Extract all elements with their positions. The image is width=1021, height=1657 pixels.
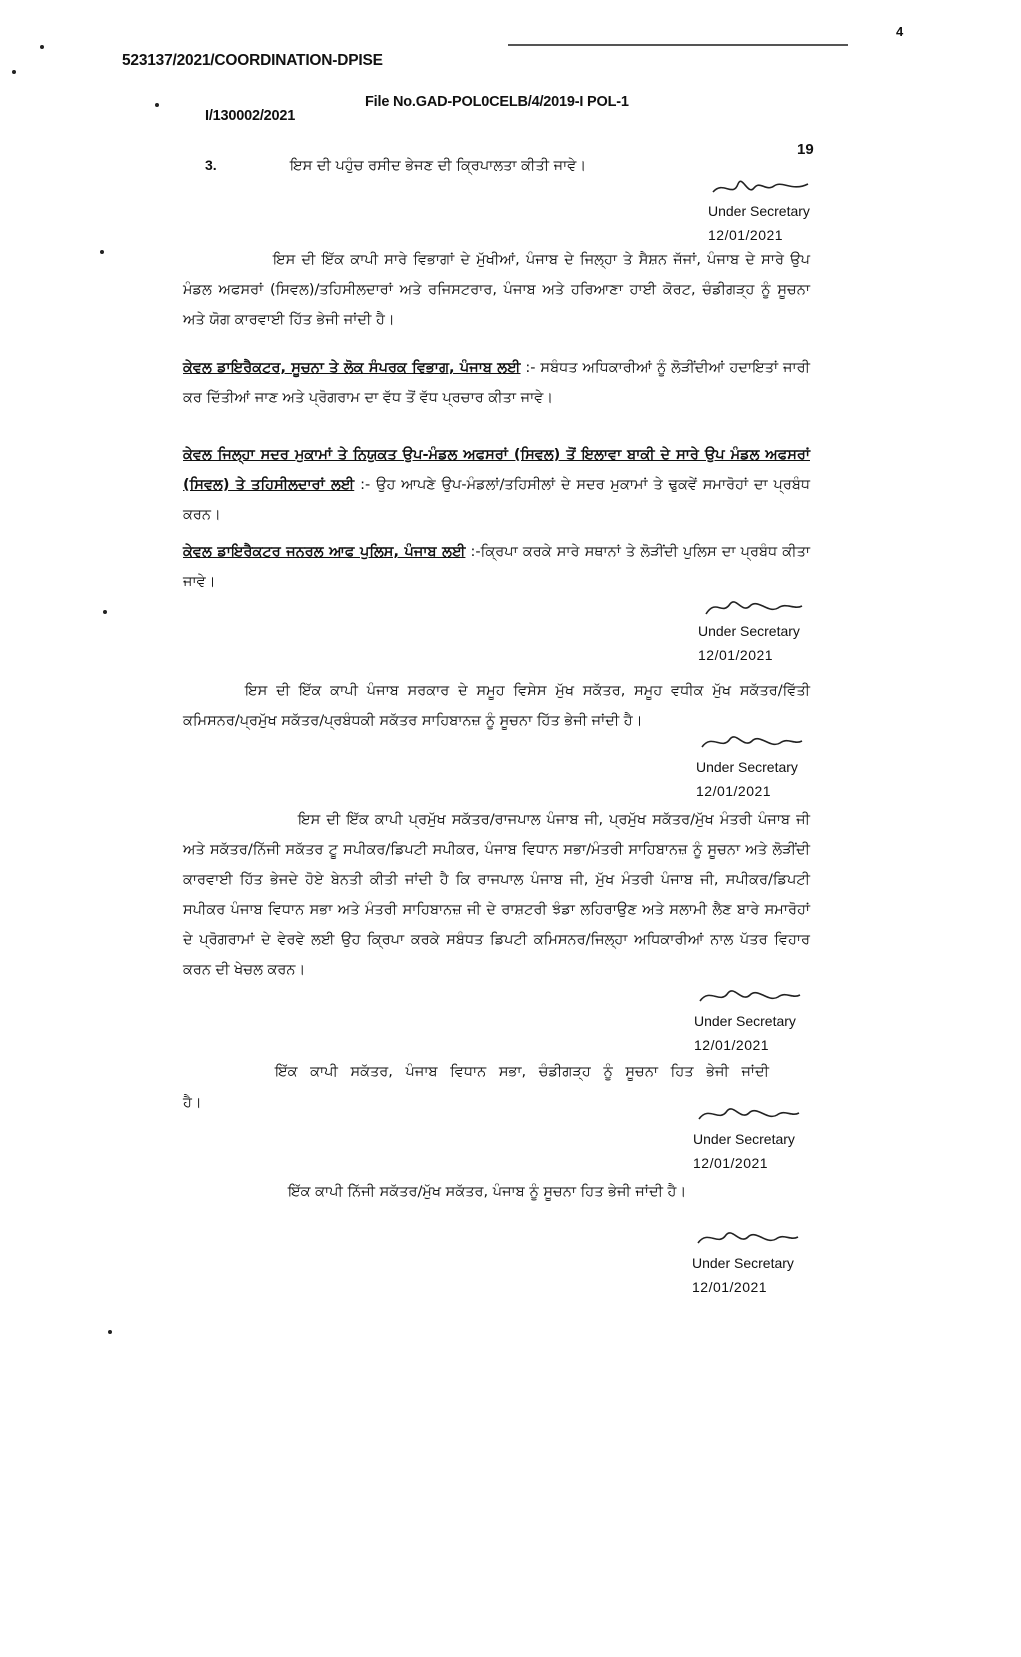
signature-mark (693, 1098, 803, 1128)
instruction-text: :- ਉਹ ਆਪਣੇ ਉਪ-ਮੰਡਲਾਂ/ਤਹਿਸੀਲਾਂ ਦੇ ਸਦਰ ਮੁਕਾਮਾਂ ਤੇ ਢੁਕਵੇਂ ਸਮਾਰੋਹਾਂ ਦਾ ਪ੍ਰਬੰਧ ਕਰਨ। (183, 477, 810, 523)
signatory-title: Under Secretary (694, 1013, 796, 1029)
signatory-title: Under Secretary (708, 203, 810, 219)
signature-block (698, 590, 868, 663)
signatory-title: Under Secretary (693, 1131, 795, 1147)
paragraph-director-public-relations (183, 353, 810, 413)
addressee-label: ਕੇਵਲ ਡਾਇਰੈਕਟਰ ਜਨਰਲ ਆਫ ਪੁਲਿਸ, ਪੰਜਾਬ ਲਈ (183, 544, 466, 560)
signature-block (708, 170, 878, 243)
signature-mark (696, 726, 806, 756)
corner-number: 4 (896, 24, 904, 39)
scan-speck (155, 103, 159, 107)
scan-speck (108, 1330, 112, 1334)
addressee-label: ਕੇਵਲ ਡਾਇਰੈਕਟਰ, ਸੂਚਨਾ ਤੇ ਲੋਕ ਸੰਪਰਕ ਵਿਭਾਗ, ਪੰਜਾਬ ਲਈ (183, 360, 521, 376)
paragraph-copy-secretaries: ਇਸ ਦੀ ਇੱਕ ਕਾਪੀ ਪੰਜਾਬ ਸਰਕਾਰ ਦੇ ਸਮੂਹ ਵਿਸੇਸ ਮੁੱਖ ਸਕੱਤਰ, ਸਮੂਹ ਵਧੀਕ ਮੁੱਖ ਸਕੱਤਰ/ਵਿੱਤੀ ਕਮਿਸਨਰ/ਪ੍ਰਮੁੱਖ ਸਕੱਤਰ/ਪ੍ਰਬੰਧਕੀ ਸਕੱਤਰ ਸਾਹਿਬਾਨਜ਼ ਨੂੰ ਸੂਚਨਾ ਹਿੱਤ ਭੇਜੀ ਜਾਂਦੀ ਹੈ। (183, 683, 810, 729)
reference-number: I/130002/2021 (205, 108, 296, 124)
signature-date: 12/01/2021 (692, 1279, 768, 1295)
signatory-title: Under Secretary (696, 759, 798, 775)
signature-mark (698, 590, 808, 620)
signature-mark (694, 980, 804, 1010)
scan-speck (100, 250, 104, 254)
paragraph-copy-departments: ਇਸ ਦੀ ਇੱਕ ਕਾਪੀ ਸਾਰੇ ਵਿਭਾਗਾਂ ਦੇ ਮੁੱਖੀਆਂ, ਪੰਜਾਬ ਦੇ ਜਿਲ੍ਹਾ ਤੇ ਸੈਸ਼ਨ ਜੱਜਾਂ, ਪੰਜਾਬ ਦੇ ਸਾਰੇ ਉਪ ਮੰਡਲ ਅਫਸਰਾਂ (ਸਿਵਲ)/ਤਹਿਸੀਲਦਾਰਾਂ ਅਤੇ ਰਜਿਸਟਰਾਰ, ਪੰਜਾਬ ਅਤੇ ਹਰਿਆਣਾ ਹਾਈ ਕੋਰਟ, ਚੰਡੀਗੜ੍ਹ ਨੂੰ ਸੂਚਨਾ ਅਤੇ ਯੋਗ ਕਾਰਵਾਈ ਹਿੱਤ ਭੇਜੀ ਜਾਂਦੀ ਹੈ। (183, 252, 810, 328)
signature-block (694, 980, 864, 1053)
file-number: File No.GAD-POL0CELB/4/2019-I POL-1 (365, 94, 629, 110)
instruction-text: :-ਕ੍ਰਿਪਾ ਕਰਕੇ ਸਾਰੇ ਸਥਾਨਾਂ ਤੇ ਲੋੜੀਂਦੀ ਪੁਲਿਸ ਦਾ ਪ੍ਰਬੰਧ ਕੀਤਾ ਜਾਵੇ। (183, 544, 810, 590)
signature-date: 12/01/2021 (708, 227, 784, 243)
signature-block (693, 1098, 863, 1171)
page-number: 19 (797, 141, 814, 158)
signature-block (692, 1222, 862, 1295)
diary-number: 523137/2021/COORDINATION-DPISE (122, 52, 383, 69)
scan-speck (40, 45, 44, 49)
paragraph-copy-private-secretary: ਇੱਕ ਕਾਪੀ ਨਿੱਜੀ ਸਕੱਤਰ/ਮੁੱਖ ਸਕੱਤਰ, ਪੰਜਾਬ ਨੂੰ ਸੂਚਨਾ ਹਿਤ ਭੇਜੀ ਜਾਂਦੀ ਹੈ। (288, 1184, 687, 1200)
signature-block (696, 726, 866, 799)
addressee-label: ਕੇਵਲ ਜਿਲ੍ਹਾ ਸਦਰ ਮੁਕਾਮਾਂ ਤੇ ਨਿਯੁਕਤ ਉਪ-ਮੰਡਲ ਅਫਸਰਾਂ (ਸਿਵਲ) ਤੋਂ ਇਲਾਵਾ ਬਾਕੀ ਦੇ ਸਾਰੇ ਉਪ ਮੰਡਲ ਅਫਸਰਾਂ (ਸਿਵਲ) ਤੇ ਤਹਿਸੀਲਦਾਰਾਂ ਲਈ (183, 447, 810, 493)
scan-speck (103, 610, 107, 614)
paragraph-copy-vidhan-sabha: ਇੱਕ ਕਾਪੀ ਸਕੱਤਰ, ਪੰਜਾਬ ਵਿਧਾਨ ਸਭਾ, ਚੰਡੀਗੜ੍ਹ ਨੂੰ ਸੂਚਨਾ ਹਿਤ ਭੇਜੀ ਜਾਂਦੀ (275, 1064, 769, 1080)
paragraph-copy-governor-cm: ਇਸ ਦੀ ਇੱਕ ਕਾਪੀ ਪ੍ਰਮੁੱਖ ਸਕੱਤਰ/ਰਾਜਪਾਲ ਪੰਜਾਬ ਜੀ, ਪ੍ਰਮੁੱਖ ਸਕੱਤਰ/ਮੁੱਖ ਮੰਤਰੀ ਪੰਜਾਬ ਜੀ ਅਤੇ ਸਕੱਤਰ/ਨਿੱਜੀ ਸਕੱਤਰ ਟੂ ਸਪੀਕਰ/ਡਿਪਟੀ ਸਪੀਕਰ, ਪੰਜਾਬ ਵਿਧਾਨ ਸਭਾ/ਮੰਤਰੀ ਸਾਹਿਬਾਨਜ਼ ਨੂੰ ਸੂਚਨਾ ਅਤੇ ਲੋੜੀਂਦੀ ਕਾਰਵਾਈ ਹਿੱਤ ਭੇਜਦੇ ਹੋਏ ਬੇਨਤੀ ਕੀਤੀ ਜਾਂਦੀ ਹੈ ਕਿ ਰਾਜਪਾਲ ਪੰਜਾਬ ਜੀ, ਮੁੱਖ ਮੰਤਰੀ ਪੰਜਾਬ ਜੀ, ਸਪੀਕਰ/ਡਿਪਟੀ ਸਪੀਕਰ ਪੰਜਾਬ ਵਿਧਾਨ ਸਭਾ ਅਤੇ ਮੰਤਰੀ ਸਾਹਿਬਾਨਜ਼ ਜੀ ਦੇ ਰਾਸ਼ਟਰੀ ਝੰਡਾ ਲਹਿਰਾਉਣ ਅਤੇ ਸਲਾਮੀ ਲੈਣ ਬਾਰੇ ਸਮਾਰੋਹਾਂ ਦੇ ਪ੍ਰੋਗਰਾਮਾਂ ਦੇ ਵੇਰਵੇ ਲਈ ਉਹ ਕ੍ਰਿਪਾ ਕਰਕੇ ਸਬੰਧਤ ਡਿਪਟੀ ਕਮਿਸਨਰ/ਜਿਲ੍ਹਾ ਅਧਿਕਾਰੀਆਂ ਨਾਲ ਪੱਤਰ ਵਿਹਾਰ ਕਰਨ ਦੀ ਖੇਚਲ ਕਰਨ। (183, 812, 810, 978)
signature-mark (708, 170, 818, 200)
item-number: 3. (205, 157, 217, 173)
signature-date: 12/01/2021 (696, 783, 772, 799)
paragraph-dgp-punjab (183, 537, 810, 597)
item-3-text: ਇਸ ਦੀ ਪਹੁੰਚ ਰਸੀਦ ਭੇਜਣ ਦੀ ਕ੍ਰਿਪਾਲਤਾ ਕੀਤੀ ਜਾਵੇ। (290, 158, 587, 174)
signatory-title: Under Secretary (692, 1255, 794, 1271)
scan-edge-line (508, 44, 848, 46)
signature-date: 12/01/2021 (693, 1155, 769, 1171)
signature-date: 12/01/2021 (694, 1037, 770, 1053)
signatory-title: Under Secretary (698, 623, 800, 639)
signature-date: 12/01/2021 (698, 647, 774, 663)
signature-mark (692, 1222, 802, 1252)
instruction-text: :- ਸਬੰਧਤ ਅਧਿਕਾਰੀਆਂ ਨੂੰ ਲੋੜੀਂਦੀਆਂ ਹਦਾਇਤਾਂ ਜਾਰੀ ਕਰ ਦਿੱਤੀਆਂ ਜਾਣ ਅਤੇ ਪ੍ਰੋਗਰਾਮ ਦਾ ਵੱਧ ਤੋਂ ਵੱਧ ਪ੍ਰਚਾਰ ਕੀਤਾ ਜਾਵੇ। (183, 360, 810, 406)
scan-speck (12, 70, 16, 74)
paragraph-sub-divisional-officers (183, 440, 810, 530)
paragraph-tail: ਹੈ। (183, 1095, 202, 1111)
